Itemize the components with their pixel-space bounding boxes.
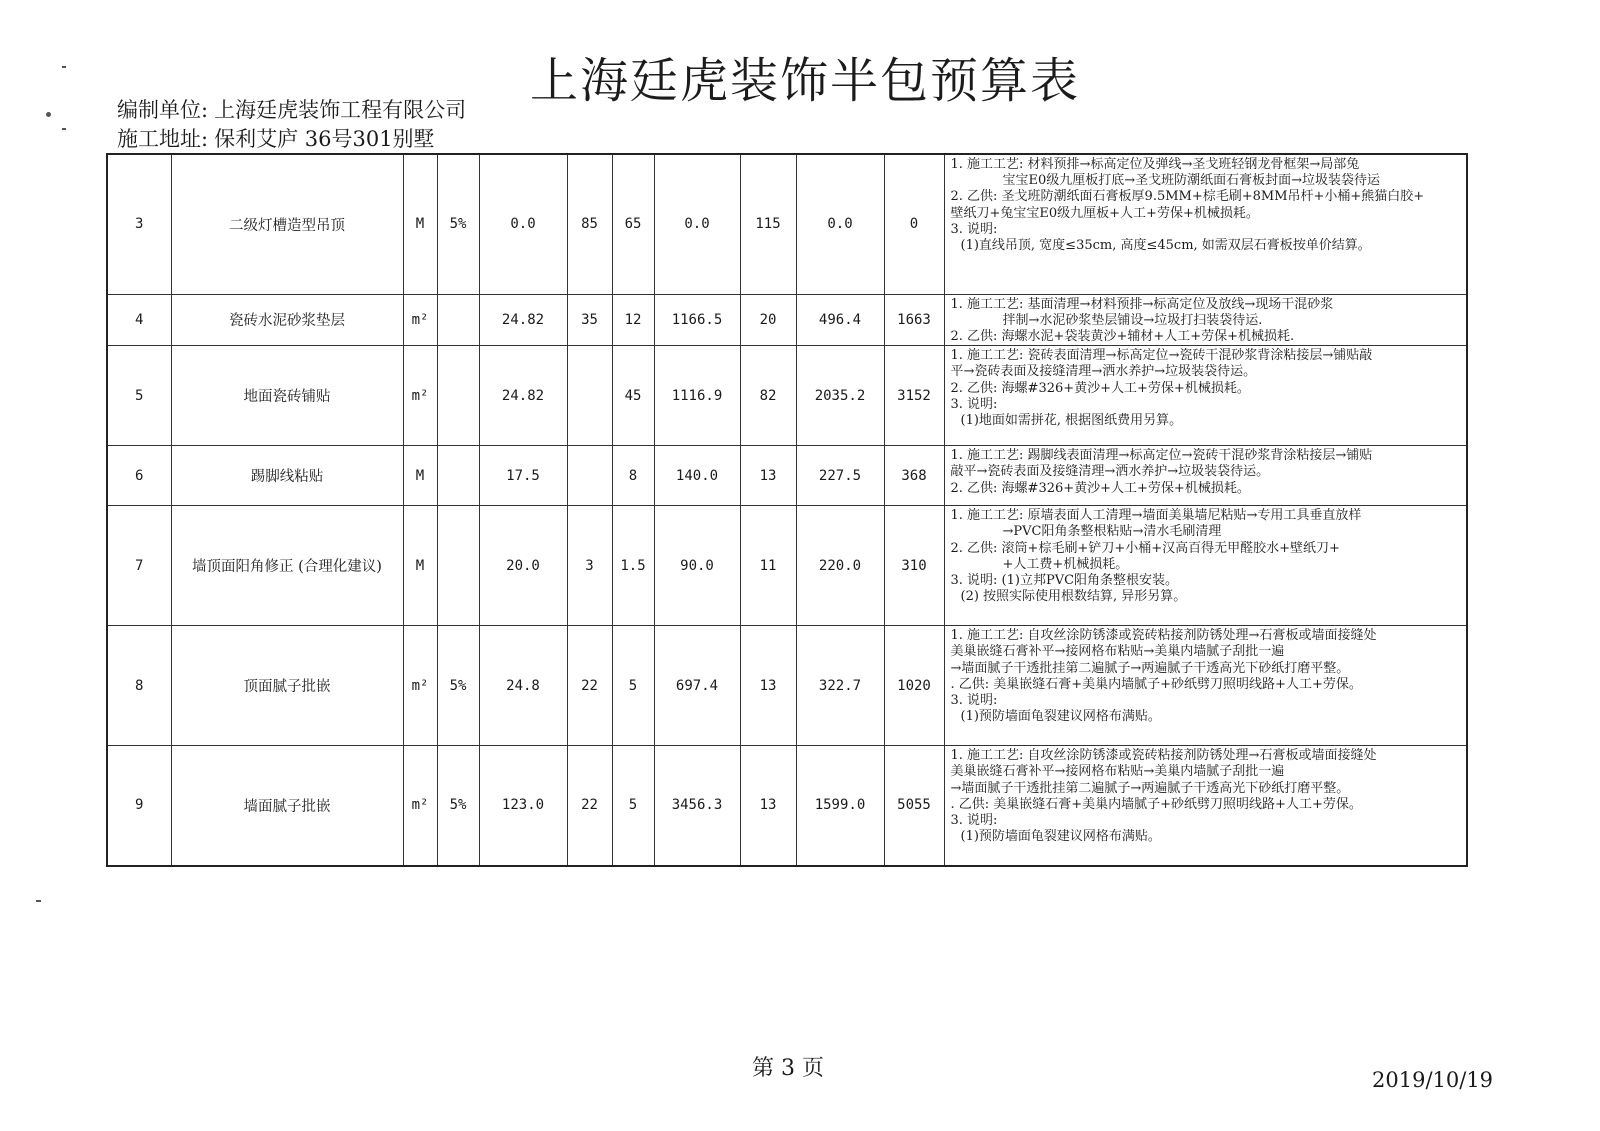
cell-c2: 8: [612, 446, 654, 506]
page-title: 上海廷虎装饰半包预算表: [530, 53, 1081, 109]
address-line: [117, 123, 435, 153]
org-label: 编制单位:: [117, 98, 209, 122]
cell-unit: m²: [403, 746, 437, 866]
description-line: 1. 施工工艺: 瓷砖表面清理→标高定位→瓷砖干混砂浆背涂粘接层→铺贴敲: [950, 348, 1373, 364]
description-line: →墙面腻子干透批挂第二遍腻子→两遍腻子干透高光下砂纸打磨平整。: [950, 660, 1350, 676]
address-label: 施工地址:: [117, 127, 209, 151]
cell-c4: 11: [740, 506, 796, 626]
description-line: 3. 说明:: [950, 812, 998, 828]
cell-no: 3: [107, 154, 171, 294]
table-row: [107, 746, 1467, 866]
cell-no: 9: [107, 746, 171, 866]
cell-c2: 45: [612, 346, 654, 446]
cell-description: [944, 446, 1467, 506]
cell-c5: 220.0: [796, 506, 884, 626]
description-line: (1)预防墙面龟裂建议网格布满贴。: [960, 829, 1161, 845]
description-line: 2. 乙供: 海螺水泥+袋装黄沙+辅材+人工+劳保+机械损耗.: [950, 328, 1295, 344]
description-line: 壁纸刀+兔宝宝E0级九厘板+人工+劳保+机械损耗。: [950, 205, 1259, 221]
cell-no: 4: [107, 294, 171, 346]
scan-speck: [62, 66, 66, 68]
cell-c5: 227.5: [796, 446, 884, 506]
cell-c5: 2035.2: [796, 346, 884, 446]
cell-unit: M: [403, 154, 437, 294]
budget-table: [106, 153, 1468, 867]
cell-c5: 0.0: [796, 154, 884, 294]
cell-c2: 5: [612, 626, 654, 746]
description-line: 1. 施工工艺: 自攻丝涂防锈漆或瓷砖粘接剂防锈处理→石膏板或墙面接缝处: [950, 628, 1377, 644]
cell-qty: 24.8: [479, 626, 567, 746]
page-number: 第 3 页: [752, 1056, 824, 1081]
description-line: 1. 施工工艺: 踢脚线表面清理→标高定位→瓷砖干混砂浆背涂粘接层→铺贴: [950, 448, 1373, 464]
cell-unit: m²: [403, 626, 437, 746]
cell-c1: 3: [567, 506, 612, 626]
cell-qty: 20.0: [479, 506, 567, 626]
cell-c1: [567, 446, 612, 506]
cell-c1: 85: [567, 154, 612, 294]
org-line: [117, 94, 466, 124]
cell-c4: 13: [740, 626, 796, 746]
cell-c2: 65: [612, 154, 654, 294]
description-line: 敲平→瓷砖表面及接缝清理→洒水养护→垃圾装袋待运。: [950, 464, 1270, 480]
cell-no: 7: [107, 506, 171, 626]
org-value: 上海廷虎装饰工程有限公司: [214, 98, 467, 122]
cell-qty: 17.5: [479, 446, 567, 506]
cell-no: 5: [107, 346, 171, 446]
cell-description: [944, 626, 1467, 746]
description-line: 2. 乙供: 圣戈班防潮纸面石膏板厚9.5MM+棕毛刷+8MM吊杆+小桶+熊猫白胶+: [950, 189, 1425, 205]
description-line: →PVC阳角条整根粘贴→清水毛刷清理: [1002, 524, 1222, 540]
description-line: →墙面腻子干透批挂第二遍腻子→两遍腻子干透高光下砂纸打磨平整。: [950, 780, 1350, 796]
cell-unit: M: [403, 506, 437, 626]
description-line: 拌制→水泥砂浆垫层铺设→垃圾打扫装袋待运.: [1002, 312, 1263, 328]
cell-no: 8: [107, 626, 171, 746]
cell-loss: [437, 294, 479, 346]
description-line: . 乙供: 美巢嵌缝石膏+美巢内墙腻子+砂纸劈刀照明线路+人工+劳保。: [950, 796, 1362, 812]
scan-speck: [46, 112, 51, 117]
description-line: 2. 乙供: 海螺#326+黄沙+人工+劳保+机械损耗。: [950, 480, 1250, 496]
cell-c4: 20: [740, 294, 796, 346]
cell-description: [944, 506, 1467, 626]
cell-loss: 5%: [437, 626, 479, 746]
cell-c5: 1599.0: [796, 746, 884, 866]
cell-name: 墙顶面阳角修正 (合理化建议): [171, 506, 403, 626]
description-line: (2) 按照实际使用根数结算, 异形另算。: [960, 589, 1187, 605]
scan-speck: [36, 900, 41, 902]
cell-c1: 22: [567, 626, 612, 746]
description-line: 3. 说明:: [950, 692, 998, 708]
description-line: . 乙供: 美巢嵌缝石膏+美巢内墙腻子+砂纸劈刀照明线路+人工+劳保。: [950, 676, 1362, 692]
cell-name: 踢脚线粘贴: [171, 446, 403, 506]
description-line: 2. 乙供: 滚筒+棕毛刷+铲刀+小桶+汉高百得无甲醛胶水+壁纸刀+: [950, 540, 1340, 556]
cell-loss: [437, 346, 479, 446]
cell-no: 6: [107, 446, 171, 506]
description-line: 1. 施工工艺: 基面清理→材料预排→标高定位及放线→现场干混砂浆: [950, 296, 1334, 312]
description-line: 3. 说明: (1)立邦PVC阳角条整根安装。: [950, 572, 1179, 588]
cell-total: 1663: [884, 294, 944, 346]
description-line: (1)地面如需拼花, 根据图纸费用另算。: [960, 412, 1183, 428]
description-line: 2. 乙供: 海螺#326+黄沙+人工+劳保+机械损耗。: [950, 380, 1250, 396]
cell-c2: 1.5: [612, 506, 654, 626]
cell-c3: 140.0: [654, 446, 740, 506]
cell-description: [944, 346, 1467, 446]
cell-c3: 90.0: [654, 506, 740, 626]
cell-qty: 123.0: [479, 746, 567, 866]
cell-total: 310: [884, 506, 944, 626]
table-row: [107, 506, 1467, 626]
cell-unit: m²: [403, 294, 437, 346]
cell-loss: 5%: [437, 746, 479, 866]
table-row: [107, 626, 1467, 746]
cell-total: 1020: [884, 626, 944, 746]
cell-name: 瓷砖水泥砂浆垫层: [171, 294, 403, 346]
cell-description: [944, 294, 1467, 346]
cell-c3: 0.0: [654, 154, 740, 294]
cell-c4: 13: [740, 746, 796, 866]
cell-c3: 1166.5: [654, 294, 740, 346]
cell-c4: 13: [740, 446, 796, 506]
cell-unit: M: [403, 446, 437, 506]
cell-name: 地面瓷砖铺贴: [171, 346, 403, 446]
cell-description: [944, 746, 1467, 866]
description-line: 美巢嵌缝石膏补平→接网格布粘贴→美巢内墙腻子刮批一遍: [950, 764, 1285, 780]
address-value: 保利艾庐 36号301别墅: [214, 127, 435, 151]
cell-c3: 697.4: [654, 626, 740, 746]
cell-c5: 496.4: [796, 294, 884, 346]
cell-c4: 82: [740, 346, 796, 446]
description-line: 1. 施工工艺: 材料预排→标高定位及弹线→圣戈班轻钢龙骨框架→局部兔: [950, 157, 1360, 172]
cell-qty: 24.82: [479, 346, 567, 446]
cell-total: 0: [884, 154, 944, 294]
table-row: [107, 446, 1467, 506]
cell-total: 368: [884, 446, 944, 506]
cell-name: 二级灯槽造型吊顶: [171, 154, 403, 294]
cell-c3: 3456.3: [654, 746, 740, 866]
cell-name: 墙面腻子批嵌: [171, 746, 403, 866]
cell-c1: 22: [567, 746, 612, 866]
description-line: (1)直线吊顶, 宽度≤35cm, 高度≤45cm, 如需双层石膏板按单价结算。: [960, 238, 1371, 254]
cell-qty: 0.0: [479, 154, 567, 294]
cell-total: 3152: [884, 346, 944, 446]
print-date: 2019/10/19: [1372, 1068, 1494, 1092]
cell-unit: m²: [403, 346, 437, 446]
description-line: 3. 说明:: [950, 221, 998, 237]
description-line: 3. 说明:: [950, 396, 998, 412]
cell-c1: [567, 346, 612, 446]
cell-loss: [437, 506, 479, 626]
description-line: 1. 施工工艺: 原墙表面人工清理→墙面美巢墙尼粘贴→专用工具垂直放样: [950, 508, 1362, 524]
cell-loss: 5%: [437, 154, 479, 294]
table-row: [107, 346, 1467, 446]
description-line: 1. 施工工艺: 自攻丝涂防锈漆或瓷砖粘接剂防锈处理→石膏板或墙面接缝处: [950, 748, 1377, 764]
description-line: 美巢嵌缝石膏补平→接网格布粘贴→美巢内墙腻子刮批一遍: [950, 644, 1285, 660]
table-row: [107, 294, 1467, 346]
cell-c2: 5: [612, 746, 654, 866]
cell-c4: 115: [740, 154, 796, 294]
description-line: 平→瓷砖表面及接缝清理→洒水养护→垃圾装袋待运。: [950, 364, 1257, 380]
description-line: 宝宝E0级九厘板打底→圣戈班防潮纸面石膏板封面→垃圾装袋待运: [1002, 173, 1381, 189]
cell-c1: 35: [567, 294, 612, 346]
table-row: [107, 154, 1467, 294]
cell-name: 顶面腻子批嵌: [171, 626, 403, 746]
cell-qty: 24.82: [479, 294, 567, 346]
description-line: (1)预防墙面龟裂建议网格布满贴。: [960, 709, 1161, 725]
cell-description: [944, 154, 1467, 294]
cell-c2: 12: [612, 294, 654, 346]
cell-c3: 1116.9: [654, 346, 740, 446]
cell-c5: 322.7: [796, 626, 884, 746]
cell-total: 5055: [884, 746, 944, 866]
description-line: +人工费+机械损耗。: [1002, 556, 1129, 572]
cell-loss: [437, 446, 479, 506]
scan-speck: [62, 128, 66, 130]
